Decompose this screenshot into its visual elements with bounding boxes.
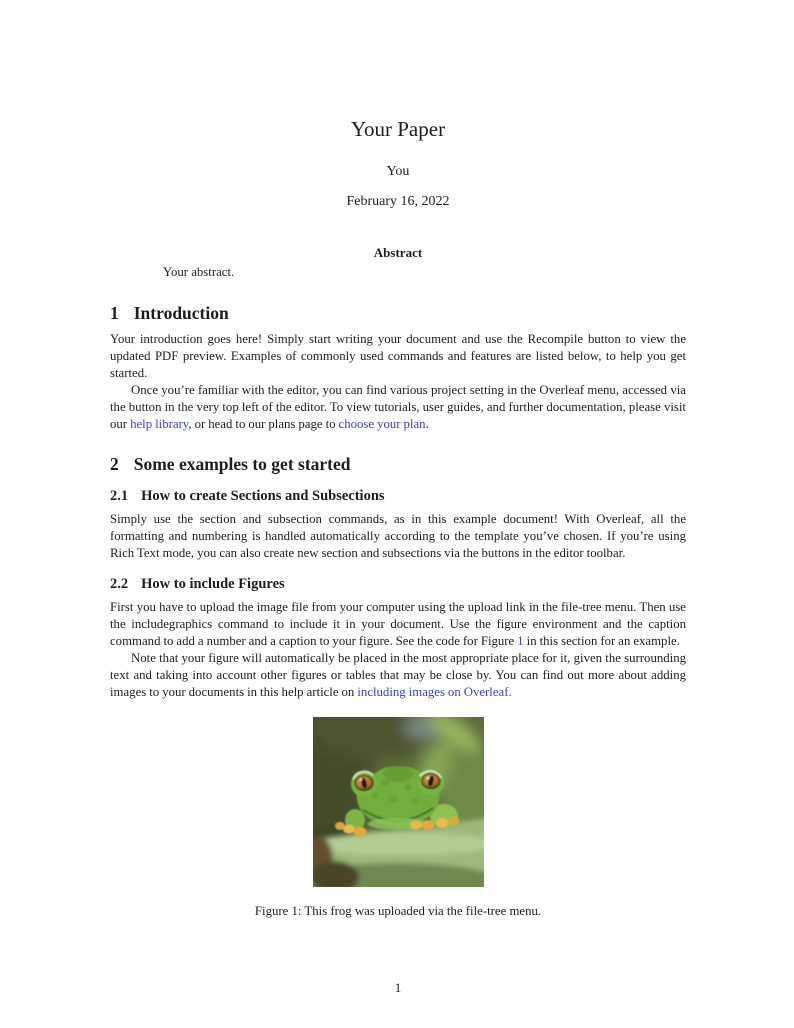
section-heading-introduction — [110, 302, 686, 325]
section-heading-examples — [110, 453, 686, 476]
section-number: 1 — [110, 303, 119, 323]
paper-title: Your Paper — [350, 117, 446, 141]
help-library-link[interactable]: help library — [130, 417, 189, 431]
including-images-link[interactable]: including images on Overleaf. — [357, 685, 512, 699]
paper-date: February 16, 2022 — [346, 194, 450, 209]
paper-author: You — [386, 164, 410, 179]
figure-1-reference-link[interactable]: 1 — [517, 634, 524, 648]
subsection-number: 2.2 — [110, 576, 129, 592]
figures-paragraph-1 — [110, 599, 686, 650]
intro-paragraph-1: Your introduction goes here! Simply start writing your document and use the Recompile button to view the updated PDF preview. Examples of commonly used commands and features are listed below, to help you get started. — [110, 332, 686, 380]
abstract-text: Your abstract. — [163, 265, 235, 279]
sections-paragraph: Simply use the section and subsection commands, as in this example document! With Overleaf, all the formatting and numbering is handled automatically according to the template you’ve chosen. If you’re using Rich Text mode, you can also create new section and subsections via the buttons in the editor toolbar. — [110, 512, 686, 560]
figures-paragraph-2 — [110, 650, 686, 701]
paragraph-text: Once you’re familiar with the editor, you can find various project setting in the Overleaf menu, accessed via the button in the very top left of the editor. To view tutorials, user guides, and further documentation, please visit our — [110, 383, 686, 431]
paragraph-text: , or head to our plans page to — [188, 417, 339, 431]
subsection-title: How to create Sections and Subsections — [141, 488, 385, 504]
figure-1 — [110, 717, 686, 920]
paragraph-text: Note that your figure will automatically be placed in the most appropriate place for it, given the surrounding text and taking into account other figures or tables that may be close by. You can find out more about adding images to your documents in this help article on — [110, 651, 686, 699]
text-column — [110, 0, 686, 920]
section-title: Some examples to get started — [133, 454, 351, 474]
page-number: 1 — [394, 980, 402, 995]
paragraph-text: in this section for an example. — [523, 634, 680, 648]
section-title: Introduction — [133, 303, 229, 323]
figure-caption: Figure 1: This frog was uploaded via the file-tree menu. — [254, 904, 542, 918]
paragraph-text: . — [425, 417, 429, 431]
paragraph-text: First you have to upload the image file from your computer using the upload link in the file-tree menu. Then use the includegraphics command to include it in your document. Use the figure environment and the caption command to add a number and a caption to your figure. See the code for Figure — [110, 600, 686, 648]
subsection-number: 2.1 — [110, 488, 129, 504]
subsection-heading-sections — [110, 487, 686, 505]
subsection-title: How to include Figures — [141, 576, 285, 592]
intro-paragraph-2 — [110, 382, 686, 433]
frog-photo — [313, 717, 484, 887]
choose-your-plan-link[interactable]: choose your plan — [338, 417, 426, 431]
section-number: 2 — [110, 454, 119, 474]
subsection-heading-figures — [110, 575, 686, 593]
abstract-heading: Abstract — [373, 245, 423, 260]
